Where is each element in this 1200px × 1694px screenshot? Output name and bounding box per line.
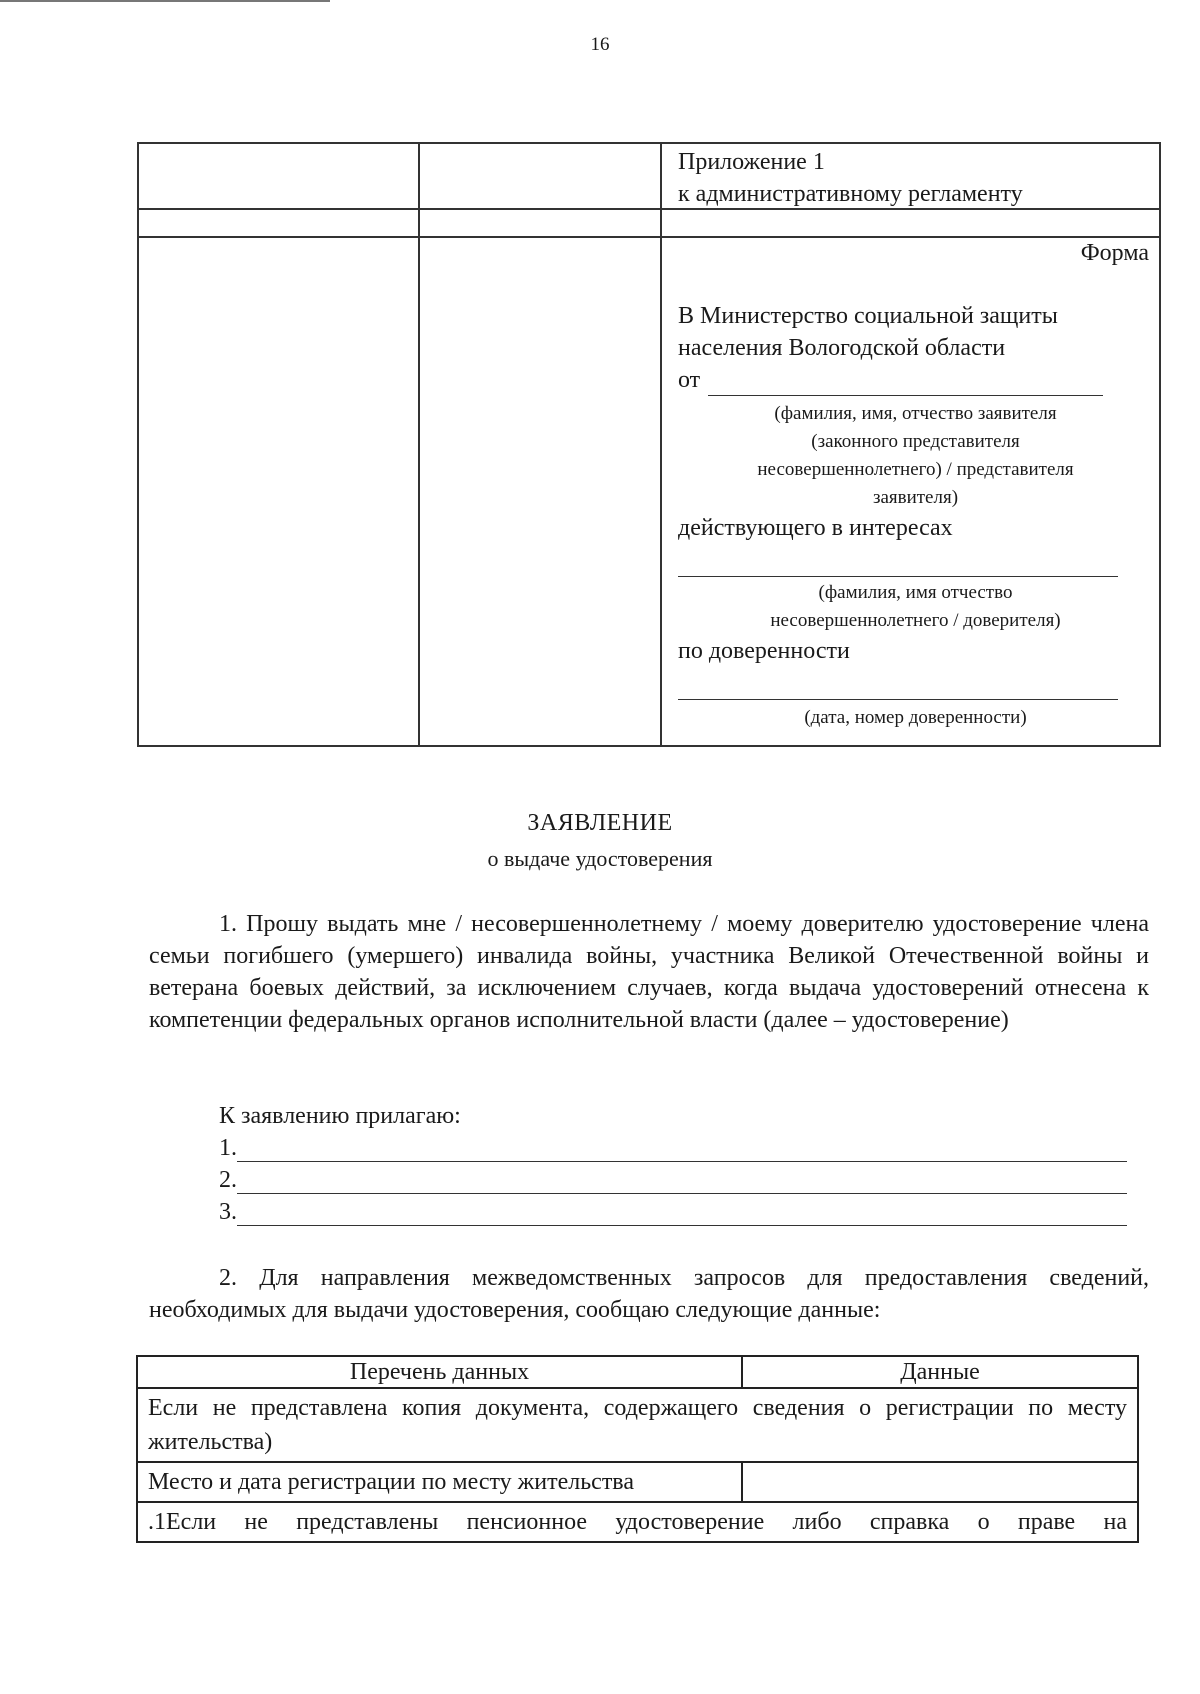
applicant-name-field[interactable]	[708, 371, 1103, 396]
column-header: Данные	[742, 1356, 1138, 1388]
caption-line: заявителя)	[872, 487, 959, 508]
applicant-caption	[678, 400, 1153, 512]
table-row	[137, 1388, 1138, 1462]
paragraph-request-text: 1. Прошу выдать мне / несовершеннолетнему / моему доверителю удостоверение члена семьи погибшего (умершего) инвалида войны, участника Великой Отечественной войны и ветерана боевых действий, за исключением случаев, когда выдача удостоверений отнесена к компетенции федеральных органов исполнительной власти (далее – удостоверение)	[149, 911, 1149, 1033]
attachment-field[interactable]	[237, 1167, 1127, 1194]
page-number: 16	[590, 34, 610, 55]
attachment-number: 1.	[219, 1135, 237, 1161]
proxy-details-field[interactable]	[678, 667, 1118, 700]
table-row	[137, 1462, 1138, 1502]
caption-line: (фамилия, имя, отчество заявителя	[774, 403, 1057, 424]
header-table-rule	[139, 236, 1159, 238]
appendix-line: Приложение 1	[678, 149, 825, 175]
statement-title: ЗАЯВЛЕНИЕ	[527, 810, 673, 836]
caption-line: (законного представителя	[811, 431, 1020, 452]
paragraph-request	[149, 908, 1149, 1036]
from-label: от	[678, 367, 701, 393]
attachments-title: К заявлению прилагаю:	[219, 1103, 461, 1129]
addressee-line: В Министерство социальной защиты	[678, 303, 1058, 329]
minor-caption	[678, 579, 1153, 635]
addressee-block	[678, 300, 1153, 732]
header-table	[137, 142, 1161, 747]
header-table-divider	[418, 144, 420, 745]
appendix-line: к административному регламенту	[678, 181, 1023, 207]
attachment-row	[219, 1162, 1127, 1194]
table-header-row	[137, 1356, 1138, 1388]
attachment-field[interactable]	[237, 1135, 1127, 1162]
statement-subtitle: о выдаче удостоверения	[487, 846, 713, 871]
table-section-cell: .1Если не представлены пенсионное удостоверение либо справка о праве на	[137, 1502, 1138, 1542]
data-table	[136, 1355, 1139, 1543]
form-label: Форма	[1080, 240, 1149, 266]
attachment-number: 2.	[219, 1167, 237, 1193]
appendix-note	[668, 146, 1159, 210]
table-section-cell: Если не представлена копия документа, содержащего сведения о регистрации по месту жительства)	[137, 1388, 1138, 1462]
minor-name-field[interactable]	[678, 544, 1118, 577]
attachment-row	[219, 1130, 1127, 1162]
acting-label: действующего в интересах	[678, 515, 953, 541]
column-header: Перечень данных	[137, 1356, 742, 1388]
proxy-label: по доверенности	[678, 638, 850, 664]
addressee-line: населения Вологодской области	[678, 335, 1006, 361]
caption-line: несовершеннолетнего) / представителя	[757, 459, 1074, 480]
caption-line: (фамилия, имя отчество	[818, 582, 1013, 603]
paragraph-data	[149, 1262, 1149, 1326]
attachment-number: 3.	[219, 1199, 237, 1225]
table-label-cell: Место и дата регистрации по месту жительства	[137, 1462, 742, 1502]
table-value-cell[interactable]	[742, 1462, 1138, 1502]
caption-line: несовершеннолетнего / доверителя)	[770, 610, 1061, 631]
attachment-row	[219, 1194, 1127, 1226]
proxy-caption: (дата, номер доверенности)	[804, 707, 1027, 728]
header-table-divider	[660, 144, 662, 745]
from-row	[678, 364, 1153, 396]
paragraph-data-text: 2. Для направления межведомственных запросов для предоставления сведений, необходимых для выдачи удостоверения, сообщаю следующие данные:	[149, 1265, 1149, 1323]
scan-edge-line	[0, 0, 330, 2]
attachment-field[interactable]	[237, 1199, 1127, 1226]
table-row	[137, 1502, 1138, 1542]
